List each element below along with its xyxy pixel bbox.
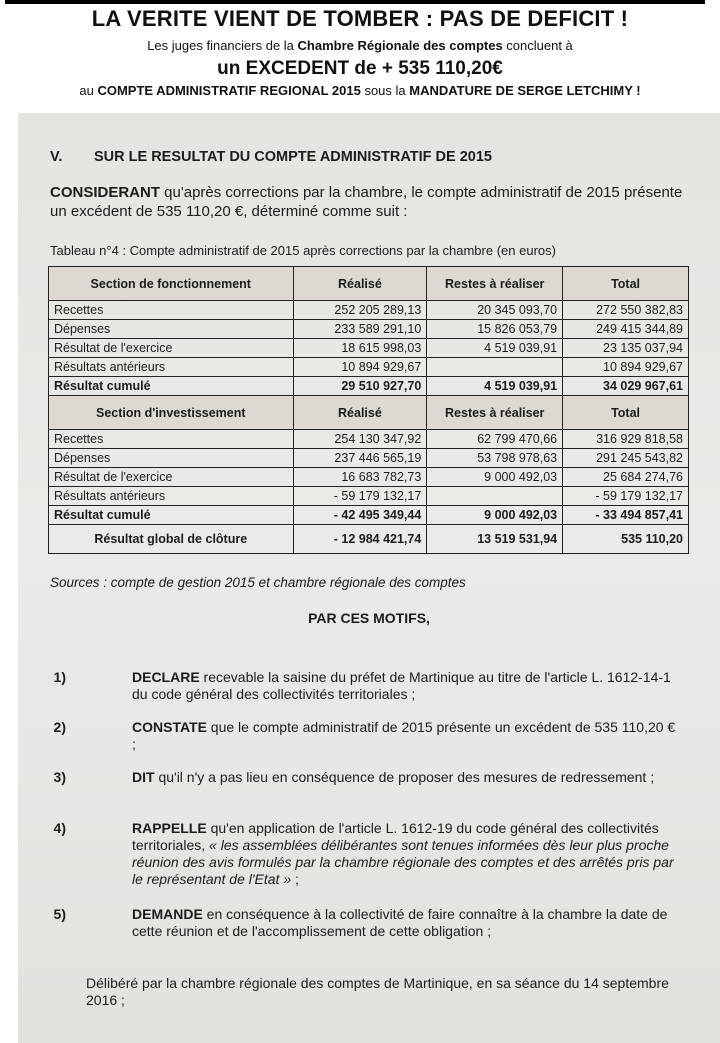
row-label: Résultat cumulé [49, 377, 294, 396]
cell-restes: 9 000 492,03 [427, 506, 563, 525]
considerant-keyword: CONSIDERANT [50, 184, 161, 201]
cell-restes: 15 826 053,79 [427, 320, 563, 339]
table-row-global-cloture [49, 525, 689, 554]
cell-total: 25 684 274,76 [563, 468, 689, 487]
account-mid: sous la [360, 83, 410, 98]
motifs-title: PAR CES MOTIFS, [308, 610, 430, 626]
cell-realise: 233 589 291,10 [293, 320, 427, 339]
motif-item-4 [53, 820, 676, 888]
section-heading [50, 149, 492, 165]
subline-post: concluent à [502, 38, 573, 53]
table-row [49, 339, 689, 358]
top-rule [5, 0, 705, 4]
cell-total: 535 110,20 [563, 525, 689, 554]
table-row-cumule [49, 377, 689, 396]
cell-restes: 4 519 039,91 [427, 377, 563, 396]
subline-pre: Les juges financiers de la [147, 38, 298, 53]
table-row [49, 487, 689, 506]
item-number: 4) [53, 820, 66, 836]
table-header-cell: Section de fonctionnement [49, 267, 294, 301]
item-quote: « les assemblées délibérantes sont tenues informées dès leur plus proche réunion des avis formulés par la chambre régionale des comptes et des arrêtés pris par le représentant de l'Etat » [132, 837, 674, 887]
cell-realise: 237 446 565,19 [293, 449, 427, 468]
item-number: 5) [53, 906, 66, 922]
table-header-cell: Restes à réaliser [427, 396, 563, 430]
item-keyword: CONSTATE [132, 719, 207, 735]
account-bold-1: COMPTE ADMINISTRATIF REGIONAL 2015 [97, 83, 361, 98]
row-label: Résultat de l'exercice [49, 468, 294, 487]
item-text: qu'il n'y a pas lieu en conséquence de proposer des mesures de redressement ; [154, 769, 655, 785]
table-header-cell: Restes à réaliser [427, 267, 563, 301]
table-row [49, 449, 689, 468]
row-label: Résultats antérieurs [49, 358, 294, 377]
row-label: Résultat global de clôture [49, 525, 294, 554]
cell-restes: 53 798 978,63 [427, 449, 563, 468]
banner-account-line [0, 83, 720, 98]
cell-total: - 33 494 857,41 [563, 506, 689, 525]
cell-realise: - 12 984 421,74 [293, 525, 427, 554]
cell-restes: 20 345 093,70 [427, 301, 563, 320]
item-keyword: RAPPELLE [132, 820, 207, 836]
table-header-fonctionnement [49, 267, 689, 301]
row-label: Recettes [49, 430, 294, 449]
row-label: Résultat cumulé [49, 506, 294, 525]
cell-total: 249 415 344,89 [563, 320, 689, 339]
motif-item-1 [53, 669, 676, 703]
item-number: 2) [53, 719, 66, 735]
row-label: Résultat de l'exercice [49, 339, 294, 358]
cell-realise: 29 510 927,70 [293, 377, 427, 396]
cell-restes: 4 519 039,91 [427, 339, 563, 358]
item-number: 3) [53, 769, 66, 785]
document-photo [18, 113, 720, 1043]
cell-realise: 10 894 929,67 [293, 358, 427, 377]
cell-realise: - 59 179 132,17 [293, 487, 427, 506]
item-keyword: DIT [132, 769, 155, 785]
item-number: 1) [53, 669, 66, 685]
motif-item-3 [53, 769, 676, 786]
cell-total: - 59 179 132,17 [563, 487, 689, 506]
table-row [49, 468, 689, 487]
cell-realise: 16 683 782,73 [293, 468, 427, 487]
considerant-text: qu'après corrections par la chambre, le compte administratif de 2015 présente un excédent de 535 110,20 €, déterminé comme suit : [50, 184, 683, 220]
row-label: Résultats antérieurs [49, 487, 294, 506]
item-text: recevable la saisine du préfet de Martinique au titre de l'article L. 1612-14-1 du code général des collectivités territoriales ; [132, 669, 671, 702]
item-tail: ; [291, 871, 299, 887]
cell-realise: 252 205 289,13 [293, 301, 427, 320]
cell-total: 34 029 967,61 [563, 377, 689, 396]
cell-total: 23 135 037,94 [563, 339, 689, 358]
delibere-paragraph: Délibéré par la chambre régionale des comptes de Martinique, en sa séance du 14 septembre 2016 ; [86, 975, 669, 1008]
table-row [49, 358, 689, 377]
item-keyword: DECLARE [132, 669, 200, 685]
subline-bold: Chambre Régionale des comptes [297, 38, 503, 53]
row-label: Dépenses [49, 449, 294, 468]
row-label: Dépenses [49, 320, 294, 339]
cell-restes [427, 487, 563, 506]
banner-headline: LA VERITE VIENT DE TOMBER : PAS DE DEFICIT ! [91, 6, 629, 31]
cell-realise: - 42 495 349,44 [293, 506, 427, 525]
table-row [49, 301, 689, 320]
table-header-cell: Total [563, 396, 689, 430]
table-row [49, 320, 689, 339]
cell-total: 291 245 543,82 [563, 449, 689, 468]
table-sources: Sources : compte de gestion 2015 et chambre régionale des comptes [50, 575, 466, 590]
table-header-cell: Réalisé [293, 267, 427, 301]
cell-restes: 62 799 470,66 [427, 430, 563, 449]
banner-amount: un EXCEDENT de + 535 110,20€ [217, 58, 503, 79]
motif-item-5 [53, 906, 676, 940]
table-header-cell: Réalisé [293, 396, 427, 430]
table-header-investissement [49, 396, 689, 430]
cell-realise: 18 615 998,03 [293, 339, 427, 358]
table-row-cumule [49, 506, 689, 525]
item-text: que le compte administratif de 2015 présente un excédent de 535 110,20 € ; [132, 719, 676, 752]
cell-total: 316 929 818,58 [563, 430, 689, 449]
cell-restes [427, 358, 563, 377]
table-caption: Tableau n°4 : Compte administratif de 2015 après corrections par la chambre (en euros) [50, 243, 556, 258]
table-header-cell: Total [563, 267, 689, 301]
cell-restes: 9 000 492,03 [427, 468, 563, 487]
account-pre: au [79, 83, 98, 98]
item-text: en conséquence à la collectivité de faire connaître à la chambre la date de cette réunion et de l'accomplissement de cette obligation ; [132, 906, 668, 939]
row-label: Recettes [49, 301, 294, 320]
section-title: SUR LE RESULTAT DU COMPTE ADMINISTRATIF DE 2015 [94, 149, 492, 165]
cell-total: 10 894 929,67 [563, 358, 689, 377]
cell-realise: 254 130 347,92 [293, 430, 427, 449]
section-number: V. [50, 149, 63, 165]
item-keyword: DEMANDE [132, 906, 203, 922]
considerant-paragraph [50, 183, 690, 221]
results-table [48, 266, 689, 554]
cell-total: 272 550 382,83 [563, 301, 689, 320]
motif-item-2 [53, 719, 676, 753]
banner-subline [0, 38, 720, 53]
cell-restes: 13 519 531,94 [427, 525, 563, 554]
account-bold-2: MANDATURE DE SERGE LETCHIMY ! [409, 83, 641, 98]
table-row [49, 430, 689, 449]
item-text: qu'en application de l'article L. 1612-19 du code général des collectivités territoriales, [132, 820, 659, 853]
table-header-cell: Section d'investissement [49, 396, 294, 430]
